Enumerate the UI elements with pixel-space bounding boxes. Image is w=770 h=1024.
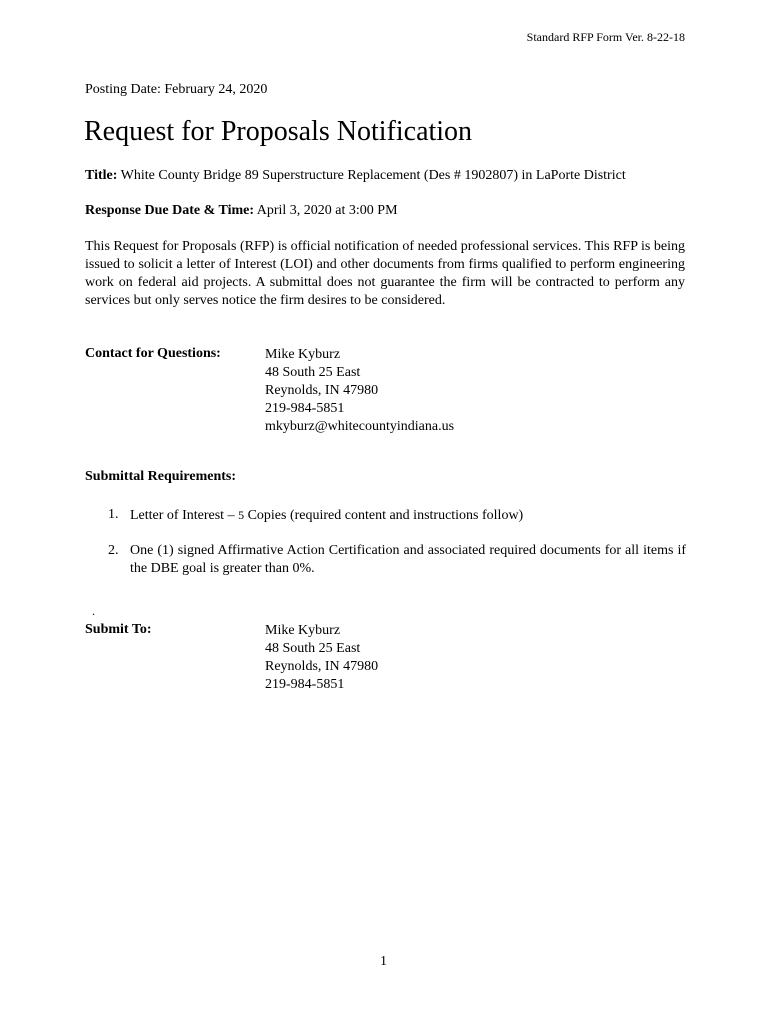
requirements-heading: Submittal Requirements: bbox=[85, 469, 237, 484]
requirement-text-part: Copies (required content and instructions follow) bbox=[244, 508, 524, 523]
requirement-number: 1. bbox=[108, 507, 119, 522]
contact-city: Reynolds, IN 47980 bbox=[265, 383, 379, 398]
submit-phone: 219-984-5851 bbox=[265, 677, 345, 692]
requirement-text: One (1) signed Affirmative Action Certification and associated required documents for all items if the DBE goal is greater than 0%. bbox=[130, 543, 686, 576]
project-title-label: Title: bbox=[85, 168, 118, 183]
form-version: Standard RFP Form Ver. 8-22-18 bbox=[526, 30, 685, 44]
posting-date: Posting Date: February 24, 2020 bbox=[85, 82, 268, 97]
submit-address bbox=[265, 622, 378, 694]
contact-phone: 219-984-5851 bbox=[265, 401, 345, 416]
submit-label: Submit To: bbox=[85, 622, 152, 637]
response-due-line bbox=[85, 203, 398, 219]
contact-email: mkyburz@whitecountyindiana.us bbox=[265, 419, 455, 434]
response-due-value: April 3, 2020 at 3:00 PM bbox=[254, 203, 398, 218]
project-title-line bbox=[85, 168, 626, 184]
submit-street: 48 South 25 East bbox=[265, 641, 361, 656]
copies-count: 5 bbox=[238, 508, 245, 522]
page-number: 1 bbox=[380, 954, 387, 969]
response-due-label: Response Due Date & Time: bbox=[85, 203, 255, 218]
requirement-text bbox=[130, 506, 686, 525]
submit-city: Reynolds, IN 47980 bbox=[265, 659, 379, 674]
page-title: Request for Proposals Notification bbox=[84, 116, 473, 147]
contact-name: Mike Kyburz bbox=[265, 347, 341, 362]
contact-address bbox=[265, 346, 454, 436]
requirement-number: 2. bbox=[108, 543, 119, 558]
requirement-item-1 bbox=[108, 506, 686, 525]
contact-label: Contact for Questions: bbox=[85, 346, 221, 361]
requirement-text-part: Letter of Interest – bbox=[130, 508, 239, 523]
stray-mark: . bbox=[92, 604, 95, 618]
requirement-item-2 bbox=[108, 542, 686, 578]
project-title-value: White County Bridge 89 Superstructure Replacement (Des # 1902807) in LaPorte District bbox=[117, 168, 626, 183]
contact-street: 48 South 25 East bbox=[265, 365, 361, 380]
intro-paragraph: This Request for Proposals (RFP) is official notification of needed professional services. This RFP is being issued to solicit a letter of Interest (LOI) and other documents from firms qualified to perform engineering work on federal aid projects. A submittal does not guarantee the firm will be contracted to perform any services but only serves notice the firm desires to be considered. bbox=[85, 239, 685, 308]
submit-name: Mike Kyburz bbox=[265, 623, 341, 638]
